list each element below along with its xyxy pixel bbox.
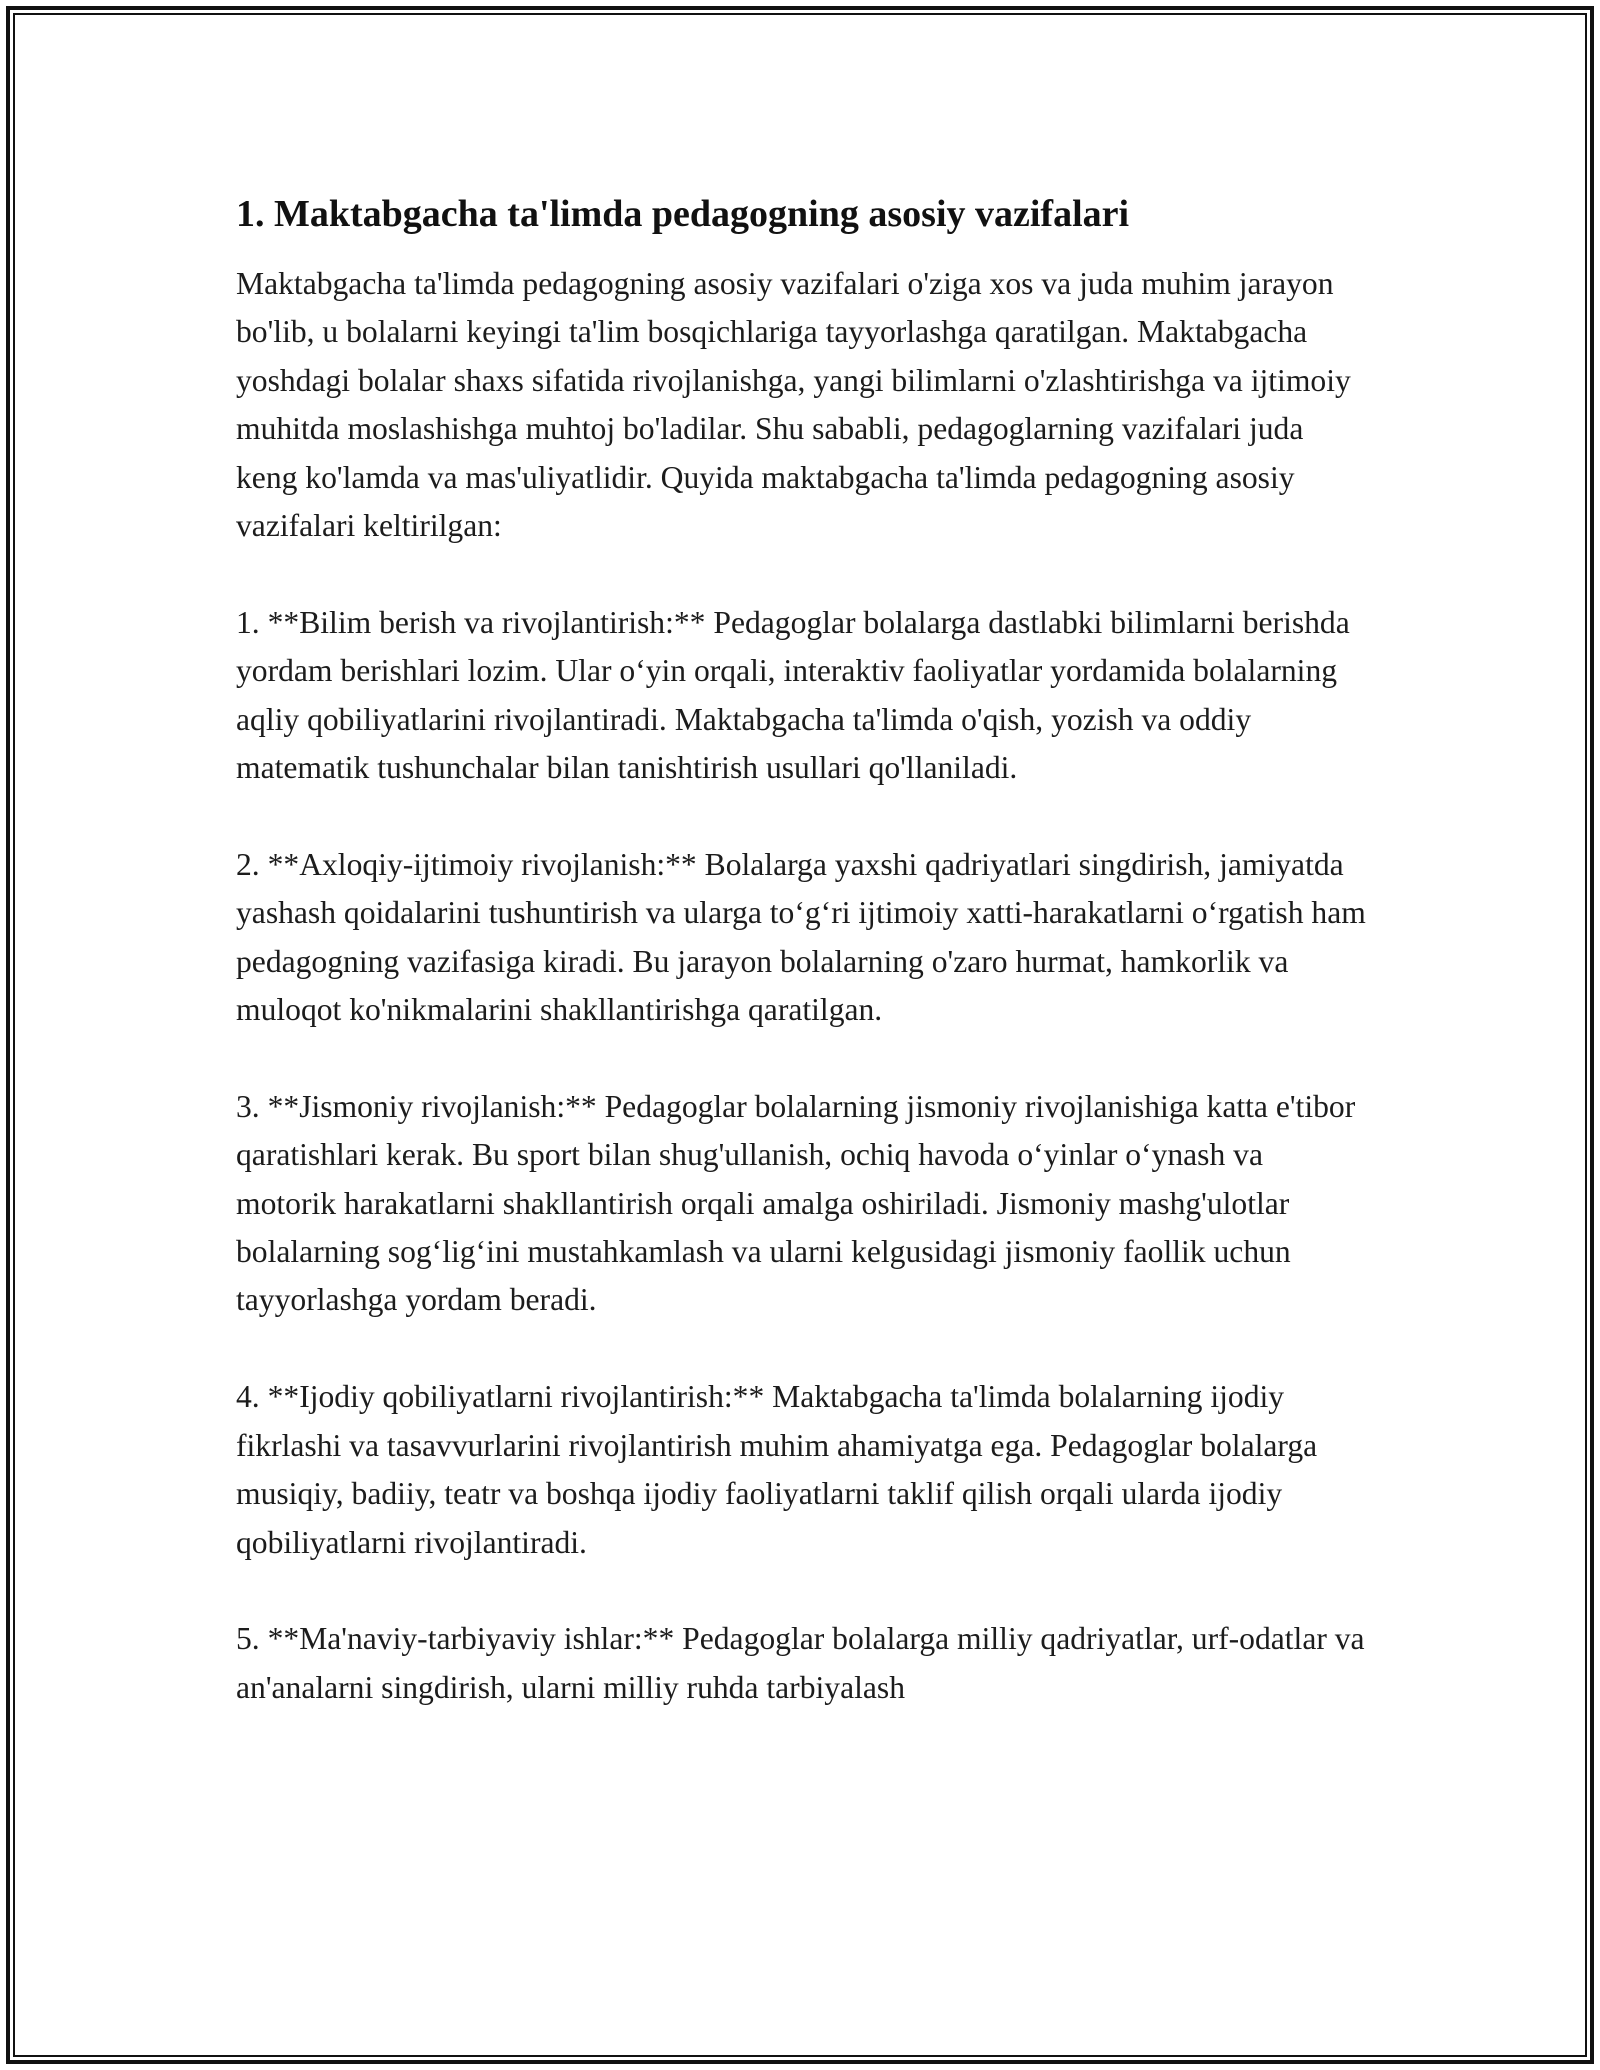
document-title: 1. Maktabgacha ta'limda pedagogning asosiy vazifalari [236,193,1130,235]
list-item-knowledge: 1. **Bilim berish va rivojlantirish:** Pedagoglar bolalarga dastlabki bilimlarni berishda yordam berishlari lozim. Ular o‘yin orqali, interaktiv faoliyatlar yordamida bolalarning aqliy qobiliyatlarini rivojlantiradi. Maktabgacha ta'limda o'qish, yozish va oddiy matematik tushunchalar bilan tanishtirish usullari qo'llaniladi. [236,604,1350,786]
paragraph-spacer [236,1034,1366,1082]
paragraph-spacer [236,1325,1366,1373]
paragraph-spacer [236,1567,1366,1615]
list-item-physical: 3. **Jismoniy rivojlanish:** Pedagoglar bolalarning jismoniy rivojlanishiga katta e'tibor qaratishlari kerak. Bu sport bilan shug'ullanish, ochiq havoda o‘yinlar o‘ynash va motorik harakatlarni shakllantirish orqali amalga oshiriladi. Jismoniy mashg'ulotlar bolalarning sog‘lig‘ini mustahkamlash va ularni kelgusidagi jismoniy faollik uchun tayyorlashga yordam beradi. [236,1088,1356,1318]
document-body [236,186,1366,1712]
paragraph-spacer [236,792,1366,840]
list-item-moral-social: 2. **Axloqiy-ijtimoiy rivojlanish:** Bolalarga yaxshi qadriyatlari singdirish, jamiyatda yashash qoidalarini tushuntirish va ularga to‘g‘ri ijtimoiy xatti-harakatlarni o‘rgatish ham pedagogning vazifasiga kiradi. Bu jarayon bolalarning o'zaro hurmat, hamkorlik va muloqot ko'nikmalarini shakllantirishga qaratilgan. [236,846,1366,1028]
list-item-creative: 4. **Ijodiy qobiliyatlarni rivojlantirish:** Maktabgacha ta'limda bolalarning ijodiy fikrlashi va tasavvurlarini rivojlantirish muhim ahamiyatga ega. Pedagoglar bolalarga musiqiy, badiiy, teatr va boshqa ijodiy faoliyatlarni taklif qilish orqali ularda ijodiy qobiliyatlarni rivojlantiradi. [236,1379,1318,1560]
intro-paragraph: Maktabgacha ta'limda pedagogning asosiy vazifalari o'ziga xos va juda muhim jarayon bo'lib, u bolalarni keyingi ta'lim bosqichlariga tayyorlashga qaratilgan. Maktabgacha yoshdagi bolalar shaxs sifatida rivojlanishga, yangi bilimlarni o'zlashtirishga va ijtimoiy muhitda moslashishga muhtoj bo'ladilar. Shu sababli, pedagoglarning vazifalari juda keng ko'lamda va mas'uliyatlidir. Quyida maktabgacha ta'limda pedagogning asosiy vazifalari keltirilgan: [236,266,1351,544]
list-item-spiritual: 5. **Ma'naviy-tarbiyaviy ishlar:** Pedagoglar bolalarga milliy qadriyatlar, urf-odatlar va an'analarni singdirish, ularni milliy ruhda tarbiyalash [236,1621,1365,1705]
paragraph-spacer [236,550,1366,598]
